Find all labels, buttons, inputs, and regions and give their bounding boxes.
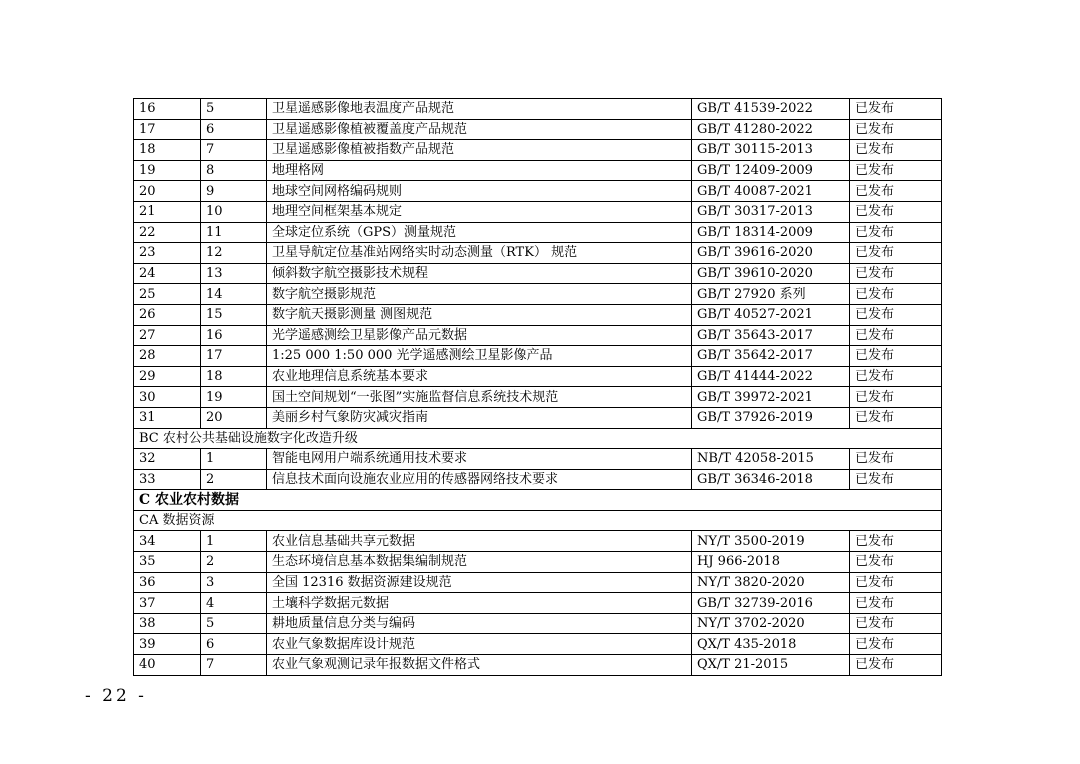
sub-number-cell: 5 [201,99,267,120]
standard-code-cell: GB/T 40087-2021 [692,181,850,202]
standard-code-cell: GB/T 41280-2022 [692,119,850,140]
serial-number-cell: 22 [134,222,201,243]
serial-number-cell: 21 [134,201,201,222]
serial-number-cell: 34 [134,531,201,552]
serial-number-cell: 26 [134,304,201,325]
serial-number-cell: 33 [134,469,201,490]
status-cell: 已发布 [850,613,942,634]
sub-number-cell: 6 [201,119,267,140]
sub-number-cell: 7 [201,140,267,161]
sub-number-cell: 16 [201,325,267,346]
serial-number-cell: 18 [134,140,201,161]
standard-code-cell: GB/T 39616-2020 [692,243,850,264]
table-row [134,325,942,346]
status-cell: 已发布 [850,634,942,655]
table-row [134,119,942,140]
standard-name-cell: 农业气象数据库设计规范 [267,634,692,655]
status-cell: 已发布 [850,387,942,408]
table-row [134,140,942,161]
status-cell: 已发布 [850,140,942,161]
standard-code-cell: NB/T 42058-2015 [692,449,850,470]
standard-name-cell: 倾斜数字航空摄影技术规程 [267,263,692,284]
sub-number-cell: 10 [201,201,267,222]
standard-code-cell: GB/T 32739-2016 [692,593,850,614]
section-heading: CA 数据资源 [134,510,942,531]
standard-name-cell: 地理空间框架基本规定 [267,201,692,222]
standard-name-cell: 地理格网 [267,160,692,181]
standard-code-cell: GB/T 35642-2017 [692,346,850,367]
status-cell: 已发布 [850,160,942,181]
sub-number-cell: 8 [201,160,267,181]
standard-name-cell: 农业信息基础共享元数据 [267,531,692,552]
standard-code-cell: NY/T 3820-2020 [692,572,850,593]
serial-number-cell: 39 [134,634,201,655]
table-row [134,201,942,222]
standard-name-cell: 数字航天摄影测量 测图规范 [267,304,692,325]
serial-number-cell: 24 [134,263,201,284]
standard-code-cell: GB/T 37926-2019 [692,407,850,428]
serial-number-cell: 23 [134,243,201,264]
table-row [134,222,942,243]
table-row [134,366,942,387]
status-cell: 已发布 [850,469,942,490]
standard-name-cell: 卫星导航定位基准站网络实时动态测量（RTK） 规范 [267,243,692,264]
standard-code-cell: GB/T 40527-2021 [692,304,850,325]
serial-number-cell: 38 [134,613,201,634]
standard-name-cell: 土壤科学数据元数据 [267,593,692,614]
standard-name-cell: 智能电网用户端系统通用技术要求 [267,449,692,470]
sub-number-cell: 14 [201,284,267,305]
standards-table [133,98,942,676]
standard-name-cell: 光学遥感测绘卫星影像产品元数据 [267,325,692,346]
standard-code-cell: GB/T 12409-2009 [692,160,850,181]
table-row [134,346,942,367]
standard-name-cell: 地球空间网格编码规则 [267,181,692,202]
serial-number-cell: 31 [134,407,201,428]
standards-table-body [134,99,942,676]
standard-name-cell: 1:25 000 1:50 000 光学遥感测绘卫星影像产品 [267,346,692,367]
table-row [134,449,942,470]
table-row [134,160,942,181]
standard-name-cell: 全国 12316 数据资源建设规范 [267,572,692,593]
table-row [134,634,942,655]
serial-number-cell: 27 [134,325,201,346]
standard-code-cell: GB/T 39610-2020 [692,263,850,284]
table-row [134,304,942,325]
standard-code-cell: NY/T 3702-2020 [692,613,850,634]
sub-number-cell: 2 [201,469,267,490]
status-cell: 已发布 [850,119,942,140]
status-cell: 已发布 [850,99,942,120]
table-row [134,613,942,634]
status-cell: 已发布 [850,325,942,346]
standard-code-cell: QX/T 21-2015 [692,655,850,676]
status-cell: 已发布 [850,449,942,470]
status-cell: 已发布 [850,366,942,387]
serial-number-cell: 16 [134,99,201,120]
standard-name-cell: 农业气象观测记录年报数据文件格式 [267,655,692,676]
serial-number-cell: 19 [134,160,201,181]
sub-number-cell: 1 [201,531,267,552]
sub-number-cell: 20 [201,407,267,428]
sub-number-cell: 19 [201,387,267,408]
standard-name-cell: 耕地质量信息分类与编码 [267,613,692,634]
standard-code-cell: NY/T 3500-2019 [692,531,850,552]
status-cell: 已发布 [850,222,942,243]
table-row [134,552,942,573]
section-row [134,428,942,449]
standard-name-cell: 生态环境信息基本数据集编制规范 [267,552,692,573]
status-cell: 已发布 [850,572,942,593]
sub-number-cell: 4 [201,593,267,614]
status-cell: 已发布 [850,531,942,552]
status-cell: 已发布 [850,552,942,573]
table-row [134,99,942,120]
standard-code-cell: GB/T 41444-2022 [692,366,850,387]
serial-number-cell: 30 [134,387,201,408]
status-cell: 已发布 [850,593,942,614]
standard-code-cell: GB/T 39972-2021 [692,387,850,408]
standard-name-cell: 信息技术面向设施农业应用的传感器网络技术要求 [267,469,692,490]
standard-code-cell: GB/T 30115-2013 [692,140,850,161]
status-cell: 已发布 [850,263,942,284]
standard-name-cell: 卫星遥感影像地表温度产品规范 [267,99,692,120]
table-row [134,387,942,408]
standard-name-cell: 美丽乡村气象防灾减灾指南 [267,407,692,428]
sub-number-cell: 11 [201,222,267,243]
standard-name-cell: 卫星遥感影像植被覆盖度产品规范 [267,119,692,140]
table-row [134,655,942,676]
standard-name-cell: 卫星遥感影像植被指数产品规范 [267,140,692,161]
status-cell: 已发布 [850,407,942,428]
table-row [134,181,942,202]
status-cell: 已发布 [850,201,942,222]
sub-number-cell: 18 [201,366,267,387]
sub-number-cell: 1 [201,449,267,470]
standard-name-cell: 全球定位系统（GPS）测量规范 [267,222,692,243]
status-cell: 已发布 [850,304,942,325]
status-cell: 已发布 [850,346,942,367]
table-row [134,243,942,264]
serial-number-cell: 29 [134,366,201,387]
table-row [134,284,942,305]
table-row [134,572,942,593]
status-cell: 已发布 [850,655,942,676]
table-row [134,407,942,428]
standard-code-cell: GB/T 41539-2022 [692,99,850,120]
sub-number-cell: 17 [201,346,267,367]
serial-number-cell: 40 [134,655,201,676]
serial-number-cell: 20 [134,181,201,202]
sub-number-cell: 5 [201,613,267,634]
serial-number-cell: 37 [134,593,201,614]
sub-number-cell: 15 [201,304,267,325]
table-row [134,531,942,552]
table-row [134,469,942,490]
table-row [134,593,942,614]
standard-code-cell: GB/T 36346-2018 [692,469,850,490]
standard-code-cell: GB/T 27920 系列 [692,284,850,305]
serial-number-cell: 35 [134,552,201,573]
standard-code-cell: QX/T 435-2018 [692,634,850,655]
standard-name-cell: 数字航空摄影规范 [267,284,692,305]
sub-number-cell: 6 [201,634,267,655]
serial-number-cell: 25 [134,284,201,305]
standard-name-cell: 国土空间规划“一张图”实施监督信息系统技术规范 [267,387,692,408]
sub-number-cell: 12 [201,243,267,264]
serial-number-cell: 32 [134,449,201,470]
standard-code-cell: GB/T 35643-2017 [692,325,850,346]
standard-name-cell: 农业地理信息系统基本要求 [267,366,692,387]
serial-number-cell: 36 [134,572,201,593]
sub-number-cell: 9 [201,181,267,202]
table-row [134,263,942,284]
standard-code-cell: HJ 966-2018 [692,552,850,573]
serial-number-cell: 17 [134,119,201,140]
status-cell: 已发布 [850,243,942,264]
status-cell: 已发布 [850,181,942,202]
sub-number-cell: 2 [201,552,267,573]
standard-code-cell: GB/T 18314-2009 [692,222,850,243]
standard-code-cell: GB/T 30317-2013 [692,201,850,222]
section-heading: C 农业农村数据 [134,490,942,511]
sub-number-cell: 3 [201,572,267,593]
section-heading: BC 农村公共基础设施数字化改造升级 [134,428,942,449]
section-row [134,490,942,511]
serial-number-cell: 28 [134,346,201,367]
sub-number-cell: 13 [201,263,267,284]
page-number: - 22 - [85,686,147,706]
status-cell: 已发布 [850,284,942,305]
sub-number-cell: 7 [201,655,267,676]
section-row [134,510,942,531]
